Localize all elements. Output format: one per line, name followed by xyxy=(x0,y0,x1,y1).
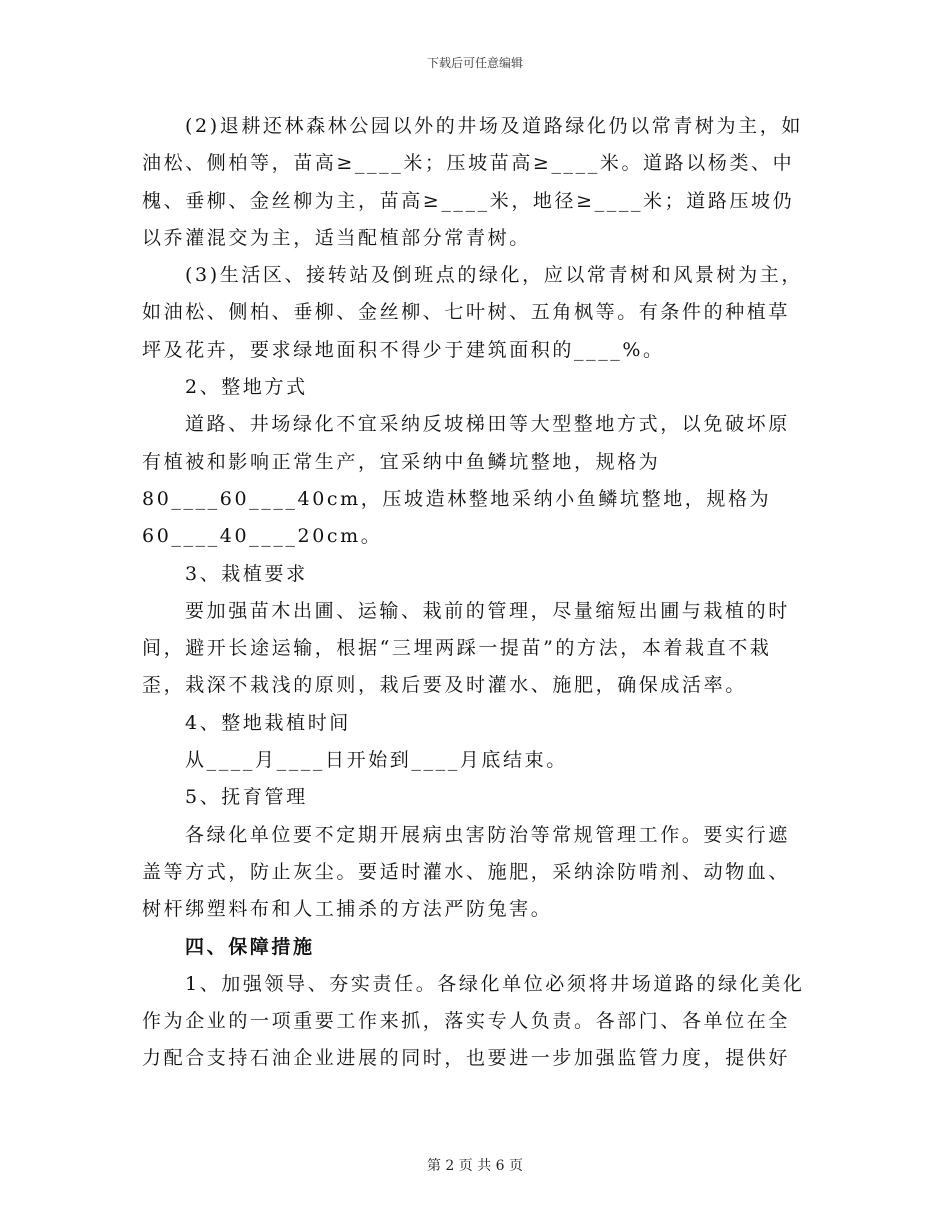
text-line: 坪及花卉，要求绿地面积不得少于建筑面积的____%。 xyxy=(142,338,665,361)
text-line: 4、整地栽植时间 xyxy=(185,711,351,734)
section-heading: 四、保障措施 xyxy=(185,935,315,958)
document-body xyxy=(142,108,812,1078)
text-line: (3)生活区、接转站及倒班点的绿化，应以常青树和风景树为主， xyxy=(185,264,803,287)
text-line: 各绿化单位要不定期开展病虫害防治等常规管理工作。要实行遮 xyxy=(185,823,790,846)
text-line: (2)退耕还林森林公园以外的井场及道路绿化仍以常青树为主，如 xyxy=(185,115,803,137)
text-line: 3、栽植要求 xyxy=(185,562,308,585)
text-line: 从____月____日开始到____月底结束。 xyxy=(185,749,568,772)
text-line: 歪，栽深不栽浅的原则，栽后要及时灌水、施肥，确保成活率。 xyxy=(142,674,747,697)
page-footer: 第 2 页 共 6 页 xyxy=(426,1158,524,1174)
text-line: 作为企业的一项重要工作来抓，落实专人负责。各部门、各单位在全 xyxy=(142,1010,791,1033)
text-line: 80____60____40cm，压坡造林整地采纳小鱼鳞坑整地，规格为 xyxy=(142,487,772,510)
text-line: 5、抚育管理 xyxy=(185,786,308,809)
text-line: 力配合支持石油企业进展的同时，也要进一步加强监管力度，提供好 xyxy=(142,1047,791,1070)
text-line: 油松、侧柏等，苗高≥____米；压坡苗高≥____米。道路以杨类、中 xyxy=(142,152,795,175)
text-line: 1、加强领导、夯实责任。各绿化单位必须将井场道路的绿化美化 xyxy=(185,972,805,995)
text-line: 树杆绑塑料布和人工捕杀的方法严防兔害。 xyxy=(142,898,553,921)
page-header: 下载后可任意编辑 xyxy=(426,56,523,70)
text-line: 60____40____20cm。 xyxy=(142,525,383,548)
text-line: 要加强苗木出圃、运输、栽前的管理，尽量缩短出圃与栽植的时 xyxy=(185,599,790,622)
text-line: 以乔灌混交为主，适当配植部分常青树。 xyxy=(142,226,531,249)
text-line: 盖等方式，防止灰尘。要适时灌水、施肥，采纳涂防啃剂、动物血、 xyxy=(142,860,791,883)
text-line: 2、整地方式 xyxy=(185,376,308,399)
text-line: 如油松、侧柏、垂柳、金丝柳、七叶树、五角枫等。有条件的种植草 xyxy=(142,301,791,324)
text-line: 有植被和影响正常生产，宜采纳中鱼鳞坑整地，规格为 xyxy=(142,450,661,473)
text-line: 道路、井场绿化不宜采纳反坡梯田等大型整地方式，以免破坏原 xyxy=(185,413,790,436)
text-line: 槐、垂柳、金丝柳为主，苗高≥____米，地径≥____米；道路压坡仍 xyxy=(142,189,795,212)
text-line: 间，避开长途运输，根据“三埋两踩一提苗”的方法，本着栽直不栽 xyxy=(142,637,772,660)
